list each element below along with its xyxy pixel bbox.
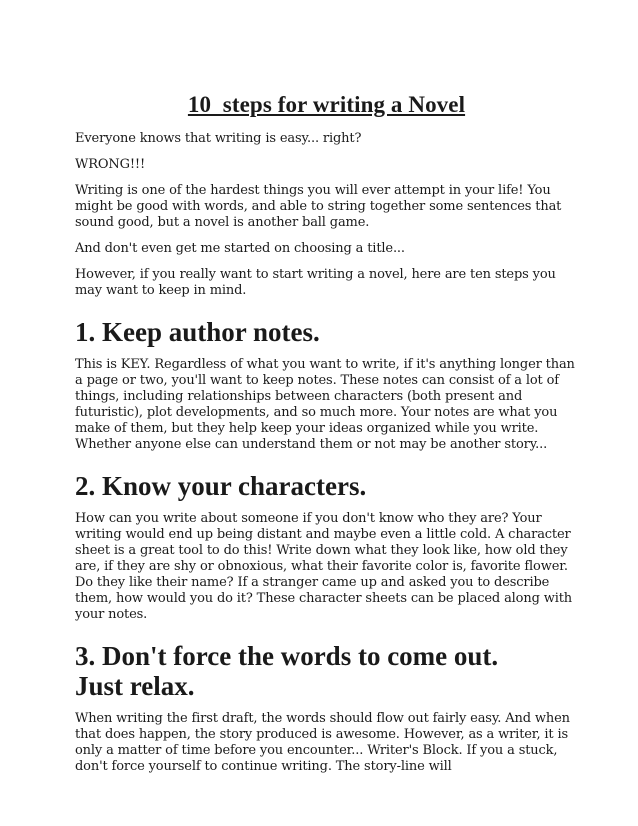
intro-paragraph-4: And don't even get me started on choosing a title... (75, 241, 405, 256)
section-3-body: When writing the first draft, the words should flow out fairly easy. And when that does happen, the story produced is awesome. However, as a writer, it is only a matter of time before you encounter... Writer's Block. If you a stuck, don't force yourself to continue writing. The story-line will (75, 711, 570, 774)
intro-paragraph-1: Everyone knows that writing is easy... right? (75, 131, 362, 146)
section-3-heading: 3. Don't force the words to come out. Just relax. (75, 641, 499, 701)
section-1-heading: 1. Keep author notes. (75, 317, 320, 347)
document-title: 10 steps for writing a Novel (187, 92, 466, 117)
intro-paragraph-3: Writing is one of the hardest things you will ever attempt in your life! You might be good with words, and able to string together some sentences that sound good, but a novel is another ball game. (75, 183, 562, 230)
intro-paragraph-2: WRONG!!! (75, 157, 146, 172)
section-1-body: This is KEY. Regardless of what you want to write, if it's anything longer than a page or two, you'll want to keep notes. These notes can consist of a lot of things, including relationships between characters (both present and futuristic), plot developments, and so much more. Your notes are what you make of them, but they help keep your ideas organized while you write. Whether anyone else can understand them or not may be another story... (75, 357, 575, 452)
section-2-heading: 2. Know your characters. (75, 471, 367, 501)
section-2-body: How can you write about someone if you don't know who they are? Your writing would end up being distant and maybe even a little cold. A character sheet is a great tool to do this! Write down what they look like, how old they are, if they are shy or obnoxious, what their favorite color is, favorite flower. Do they like their name? If a stranger came up and asked you to describe them, how would you do it? These character sheets can be placed along with your notes. (75, 511, 573, 622)
intro-paragraph-5: However, if you really want to start writing a novel, here are ten steps you may want to keep in mind. (75, 267, 556, 298)
